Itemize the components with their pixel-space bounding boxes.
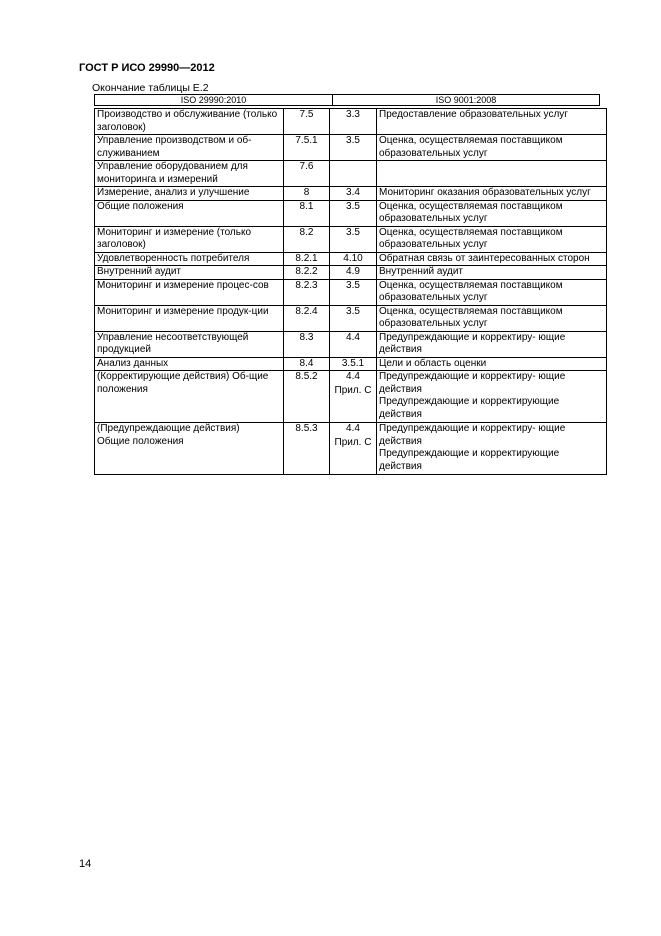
row-iso-clause: 4.10 [330,252,377,266]
table-row [95,109,607,135]
row-clause: 8.2.4 [284,305,330,331]
row-iso-title [377,423,607,475]
iso-title-1: Предупреждающие и корректиру- ющие действия [379,371,566,395]
row-clause: 8.2.2 [284,266,330,280]
header-iso-29990: ISO 29990:2010 [95,95,333,106]
iso-clause-1: 4.4 [346,371,360,382]
row-iso-clause: 3.4 [330,187,377,201]
table-row [95,423,607,475]
iso-title-1: Предупреждающие и корректиру- ющие действия [379,423,566,447]
row-clause: 8 [284,187,330,201]
row-iso-clause: 3.3 [330,109,377,135]
row-name: Мониторинг и измерение (только заголовок) [95,226,284,252]
row-clause: 7.6 [284,161,330,187]
row-name: Управление оборудованием для мониторинга и измерений [95,161,284,187]
row-iso-title: Предоставление образовательных услуг [377,109,607,135]
table-row [95,266,607,280]
row-clause: 8.5.2 [284,371,330,423]
row-name: Управление производством и об-служиванием [95,135,284,161]
row-iso-clause: 3.5 [330,135,377,161]
row-iso-clause: 3.5 [330,226,377,252]
row-name: Мониторинг и измерение процес-сов [95,279,284,305]
row-clause: 8.2 [284,226,330,252]
row-name: (Корректирующие действия) Об-щие положения [95,371,284,423]
iso-title-2: Предупреждающие и корректирующие действия [379,448,560,472]
table-row [95,331,607,357]
mapping-table [94,108,607,475]
row-iso-clause [330,161,377,187]
row-clause: 8.2.1 [284,252,330,266]
row-iso-clause: 3.5.1 [330,357,377,371]
table-caption: Окончание таблицы Е.2 [92,82,209,94]
row-clause: 8.1 [284,200,330,226]
row-iso-clause: 3.5 [330,305,377,331]
row-name: Удовлетворенность потребителя [95,252,284,266]
table-header [94,94,600,106]
row-iso-title: Внутренний аудит [377,266,607,280]
row-name [95,423,284,475]
row-name: Управление несоответствующей продукцией [95,331,284,357]
row-name: Внутренний аудит [95,266,284,280]
document-title: ГОСТ Р ИСО 29990—2012 [79,62,215,74]
row-iso-title [377,161,607,187]
row-name: Общие положения [95,200,284,226]
row-name: Мониторинг и измерение продук-ции [95,305,284,331]
table-row [95,305,607,331]
row-name-2: Общие положения [97,435,184,447]
row-clause: 7.5.1 [284,135,330,161]
iso-clause-2: Прил. С [334,384,372,396]
table-row [95,135,607,161]
table-row [95,371,607,423]
table-row [95,161,607,187]
iso-title-2: Предупреждающие и корректирующие действия [379,396,560,420]
row-iso-title: Цели и область оценки [377,357,607,371]
iso-clause-2: Прил. С [334,436,372,448]
row-iso-title: Оценка, осуществляемая поставщиком образовательных услуг [377,305,607,331]
row-iso-title: Оценка, осуществляемая поставщиком образовательных услуг [377,200,607,226]
row-clause: 8.4 [284,357,330,371]
row-iso-title: Оценка, осуществляемая поставщиком образовательных услуг [377,226,607,252]
row-iso-title: Предупреждающие и корректиру- ющие действия [377,331,607,357]
row-clause: 8.3 [284,331,330,357]
page-number: 14 [79,858,92,870]
table-row [95,226,607,252]
row-clause: 8.2.3 [284,279,330,305]
row-clause: 8.5.3 [284,423,330,475]
row-iso-clause [330,371,377,423]
row-clause: 7.5 [284,109,330,135]
row-iso-clause [330,423,377,475]
row-iso-title [377,371,607,423]
row-iso-clause: 4.9 [330,266,377,280]
row-iso-title: Мониторинг оказания образовательных услуг [377,187,607,201]
row-iso-title: Оценка, осуществляемая поставщиком образовательных услуг [377,135,607,161]
row-name: Производство и обслуживание (только заголовок) [95,109,284,135]
row-iso-title: Обратная связь от заинтересованных сторон [377,252,607,266]
row-iso-clause: 3.5 [330,279,377,305]
row-name: Измерение, анализ и улучшение [95,187,284,201]
table-row [95,252,607,266]
table-row [95,279,607,305]
header-iso-9001: ISO 9001:2008 [333,95,600,106]
row-name: Анализ данных [95,357,284,371]
table-row [95,187,607,201]
row-name-1: (Предупреждающие действия) [97,423,240,434]
row-iso-clause: 4.4 [330,331,377,357]
row-iso-title: Оценка, осуществляемая поставщиком образовательных услуг [377,279,607,305]
row-iso-clause: 3.5 [330,200,377,226]
iso-clause-1: 4.4 [346,423,360,434]
table-row [95,200,607,226]
table-row [95,357,607,371]
